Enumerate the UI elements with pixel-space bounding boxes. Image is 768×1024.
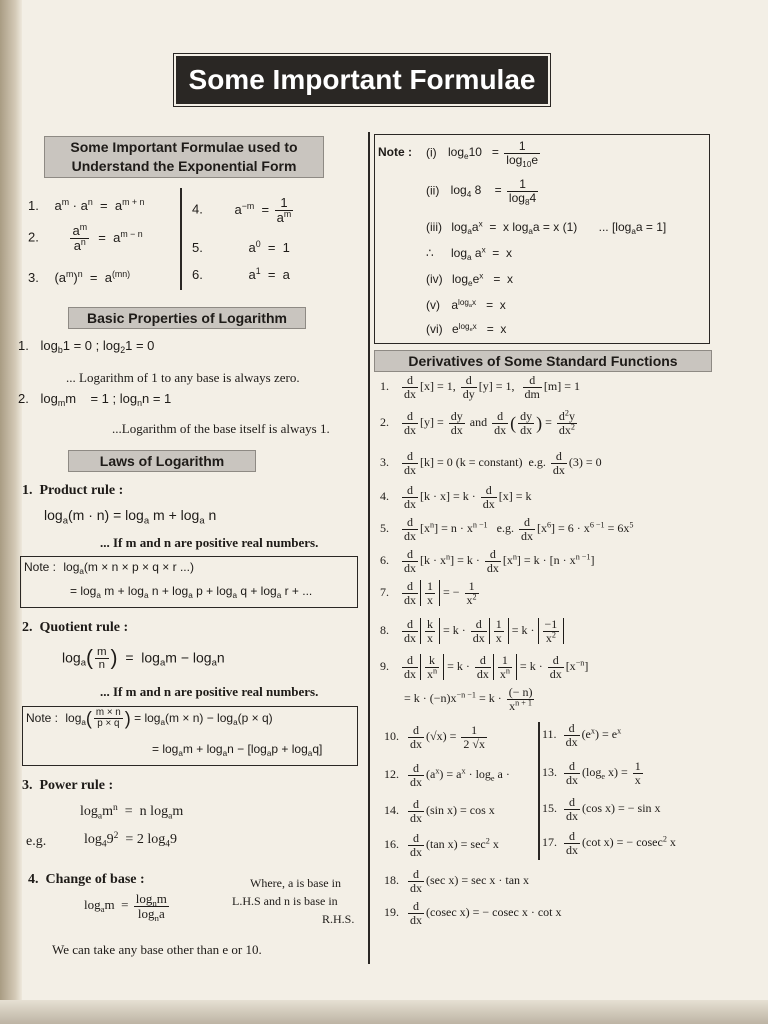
log-identity-ii: (ii) $\log_4 8$ = $\frac{1}{\log_84}$ xyxy=(426,177,537,207)
change-base-note-2: L.H.S and n is base in xyxy=(232,894,338,908)
derivatives-heading: Derivatives of Some Standard Functions xyxy=(374,350,712,372)
exponential-heading-line2: Understand the Exponential Form xyxy=(71,158,297,174)
quotient-rule-label: Quotient rule : xyxy=(39,620,129,635)
laws-heading: Laws of Logarithm xyxy=(68,450,256,472)
change-base-footer: We can take any base other than e or 10. xyxy=(52,942,262,957)
change-base-note-3: R.H.S. xyxy=(322,912,355,926)
note-1-line-1: Note : $\log_a(m \times n \times p \times q \times r$ ...) xyxy=(24,560,194,576)
derivative-11-number: 11. xyxy=(542,726,557,741)
power-rule-label: Power rule : xyxy=(39,778,114,793)
column-divider xyxy=(368,132,370,964)
exp-rule-6: 6. $a^1 = a$ xyxy=(192,266,290,282)
log-identity-iii: (iii) $\log_aa^x = x$ $\log_aa = x$ (1) ... $[\log_aa = 1]$ xyxy=(426,219,667,236)
derivative-2-number: 2. xyxy=(380,414,389,429)
exp-rule-3: 3. $(a^m)^n = a^{(mn)}$ xyxy=(28,269,131,285)
change-base-label: Change of base : xyxy=(45,872,145,887)
log-properties-heading: Basic Properties of Logarithm xyxy=(68,307,306,329)
product-rule-formula: $\log_a(m \cdot n) = \log_a m + \log_a n$ xyxy=(44,507,217,527)
derivative-1-number: 1. xyxy=(380,378,389,393)
therefore-symbol: ∴ xyxy=(426,246,434,260)
derivative-1: 1. $\frac{d}{dx}$ [x] = 1, $\frac{d}{dy}$ [y] = 1, $\frac{d}{dm}$ [m] = 1 xyxy=(380,373,580,401)
exponent-rule-divider xyxy=(180,188,182,290)
quotient-rule-formula: $\log_a$( $\frac{m}{n}$ ) = $\log_am - \log_an$ xyxy=(62,646,225,672)
change-base-formula: $\log_am$ = $\frac{\log_nm}{\log_na}$ xyxy=(84,891,167,923)
log-property-1: 1. $\log_b1 = 0$ ; $\log_21 = 0$ xyxy=(18,338,155,356)
log-identity-iv-number: (iv) xyxy=(426,272,443,286)
note-1-label: Note : xyxy=(24,560,57,574)
product-rule-title: 1. Product rule : xyxy=(22,483,124,498)
derivative-15: 15. $\frac{d}{dx}$ (cos x) = − sin x xyxy=(542,795,661,823)
page-binding-shadow xyxy=(0,0,22,1024)
exp-rule-5: 5. $a^0 = 1$ xyxy=(192,239,290,255)
log-identity-i: (i) $\log_e10$ = $\frac{1}{\log_{10}e}$ xyxy=(426,139,539,169)
derivative-17-number: 17. xyxy=(542,834,557,849)
log-property-2: 2. $\log_mm$ = 1 ; $\log_nn = 1$ xyxy=(18,391,172,409)
log-property-2-note: ...Logarithm of the base itself is always 1. xyxy=(112,421,330,436)
log-identities-note-label: Note : xyxy=(378,145,412,159)
derivative-17: 17. $\frac{d}{dx}$ (cot x) = − cosec$^2$ x xyxy=(542,829,676,857)
exp-rule-2: 2. $\frac{a^m}{a^n}$ = $a^{m - n}$ xyxy=(28,222,143,253)
derivative-13: 13. $\frac{d}{dx}$ ($\log_e$ x) = $\frac{1}{x}$ xyxy=(542,759,641,787)
derivative-18: 18. $\frac{d}{dx}$ (sec x) = sec x · tan x xyxy=(384,867,530,895)
derivative-10: 10. $\frac{d}{dx}$ (√x) = $\frac{1}{2 √x}$ xyxy=(384,723,485,751)
log-identity-v: (v) $a^{log_ax} = x$ xyxy=(426,297,506,312)
log-identity-iv: (iv) $\log_ee^x = x$ xyxy=(426,271,514,288)
note-2-line-2: = $\log_am + \log_an - [\log_ap + \log_aq]$ xyxy=(152,742,323,758)
log-identity-i-number: (i) xyxy=(426,145,437,160)
log-property-2-number: 2. xyxy=(18,391,29,406)
quotient-rule-title: 2. Quotient rule : xyxy=(22,620,129,635)
log-property-1-note: ... Logarithm of 1 to any base is always zero. xyxy=(66,370,300,385)
exp-rule-5-number: 5. xyxy=(192,240,203,255)
derivative-13-number: 13. xyxy=(542,764,557,779)
note-2-line-1: Note : $\log_a$( $\frac{m \times n}{p \times q}$ ) = $\log_a(m \times n) - \log_a(p \times q)$ xyxy=(26,707,273,730)
derivative-list-divider xyxy=(538,722,540,860)
product-rule-label: Product rule : xyxy=(39,483,124,498)
log-identity-iii-number: (iii) xyxy=(426,220,442,234)
note-1-line-2: = $\log_a m + \log_a n + \log_a p + \log_a q + \log_a r$ + ... xyxy=(70,584,313,600)
exp-rule-6-number: 6. xyxy=(192,267,203,282)
derivative-4-number: 4. xyxy=(380,488,389,503)
derivative-14-number: 14. xyxy=(384,802,399,817)
exp-rule-1-number: 1. xyxy=(28,198,39,213)
product-rule-condition: ... If m and n are positive real numbers. xyxy=(100,535,319,550)
derivative-12-number: 12. xyxy=(384,766,399,781)
power-rule-formula: $\log_am^n = n$ $\log_am$ xyxy=(80,802,184,822)
derivative-19-number: 19. xyxy=(384,904,399,919)
exp-rule-3-number: 3. xyxy=(28,270,39,285)
derivative-12: 12. $\frac{d}{dx}$ $(a^x) = a^x \cdot \log_e a$ · xyxy=(384,761,510,789)
derivative-16: 16. $\frac{d}{dx}$ (tan $x) = \sec^2 x$ xyxy=(384,831,499,859)
log-identity-therefore: ∴ $\log_a a^x = x$ xyxy=(426,245,512,262)
log-identity-vi: (vi) $e^{log_ex} = x$ xyxy=(426,321,507,336)
note-2-label: Note : xyxy=(26,711,59,725)
exp-rule-4-number: 4. xyxy=(192,201,203,217)
exponential-heading-line1: Some Important Formulae used to xyxy=(70,139,298,155)
derivative-8-number: 8. xyxy=(380,622,389,637)
derivative-11: 11. $\frac{d}{dx}$ $(e^x) = e^x$ xyxy=(542,721,622,749)
derivative-7: 7. $\frac{d}{dx}$ $\frac{1}{x}$ = − $\frac{1}{x^2}$ xyxy=(380,579,477,607)
change-base-note-1: Where, a is base in xyxy=(250,876,341,890)
derivative-16-number: 16. xyxy=(384,836,399,851)
derivative-19: 19. $\frac{d}{dx}$ (cosec x) = − cosec x · cot x xyxy=(384,899,562,927)
derivative-18-number: 18. xyxy=(384,872,399,887)
derivative-8: 8. $\frac{d}{dx}$ $\frac{k}{x}$ = k · $\frac{d}{dx}$ $\frac{1}{x}$ = k · $\frac{-1}{x^2}$ xyxy=(380,618,564,644)
derivative-5: 5. $\frac{d}{dx}$ $[x^n] = n \cdot x^{n -1}$ e.g. $\frac{d}{dx}$ $[x^6] = 6 \cdot x^{6 -1} = 6x^5$ xyxy=(380,515,634,543)
derivative-7-number: 7. xyxy=(380,584,389,599)
derivative-6-number: 6. xyxy=(380,552,389,567)
derivative-2: 2. $\frac{d}{dx}$ [y] = $\frac{dy}{dx}$ and $\frac{d}{dx}$ ( $\frac{dy}{dx}$ ) = $\frac{d^2y}{dx^2}$ xyxy=(380,408,575,437)
exp-rule-2-number: 2. xyxy=(28,229,39,245)
derivative-6: 6. $\frac{d}{dx}$ $[k \cdot x^n] = k$ · $\frac{d}{dx}$ $[x^n] = k \cdot [n \cdot x^{n -1}]$ xyxy=(380,547,595,575)
exp-rule-1: 1. $a^m \cdot a^n = a^{m + n}$ xyxy=(28,197,145,213)
exp-rule-4: 4. $a^{-m}$ = $\frac{1}{a^m}$ xyxy=(192,195,292,225)
quotient-rule-condition: ... If m and n are positive real numbers. xyxy=(100,684,319,699)
derivative-5-number: 5. xyxy=(380,520,389,535)
power-rule-title: 3. Power rule : xyxy=(22,778,114,793)
change-base-title: 4. Change of base : xyxy=(28,872,145,887)
log-identity-ii-number: (ii) xyxy=(426,183,440,198)
derivative-3: 3. $\frac{d}{dx}$ [k] = 0 (k = constant) e.g. $\frac{d}{dx}$ (3) = 0 xyxy=(380,449,602,477)
power-example-label: e.g. xyxy=(26,834,47,849)
derivative-9-continued: = $k \cdot (-n)x^{-n -1} = k$ · $\frac{(- n)}{x^{n + 1}}$ xyxy=(404,685,533,713)
log-identity-vi-number: (vi) xyxy=(426,322,443,336)
page-bottom-edge xyxy=(0,1000,768,1024)
log-property-1-number: 1. xyxy=(18,338,29,353)
derivative-9: 9. $\frac{d}{dx}$ $\frac{k}{x^n}$ = k · $\frac{d}{dx}$ $\frac{1}{x^n}$ = k · $\frac{d}{dx}$ $[x^{-n}]$ xyxy=(380,653,589,681)
log-identity-v-number: (v) xyxy=(426,298,440,312)
derivative-10-number: 10. xyxy=(384,728,399,743)
page-title: Some Important Formulae xyxy=(178,58,546,102)
derivative-4: 4. $\frac{d}{dx}$ [k · x] = k · $\frac{d}{dx}$ [x] = k xyxy=(380,483,532,511)
derivative-9-number: 9. xyxy=(380,658,389,673)
derivative-15-number: 15. xyxy=(542,800,557,815)
exponential-heading xyxy=(44,136,324,178)
derivative-3-number: 3. xyxy=(380,454,389,469)
derivative-14: 14. $\frac{d}{dx}$ (sin x) = cos x xyxy=(384,797,495,825)
power-example: $\log_49^2 = 2$ $\log_49$ xyxy=(84,830,177,850)
